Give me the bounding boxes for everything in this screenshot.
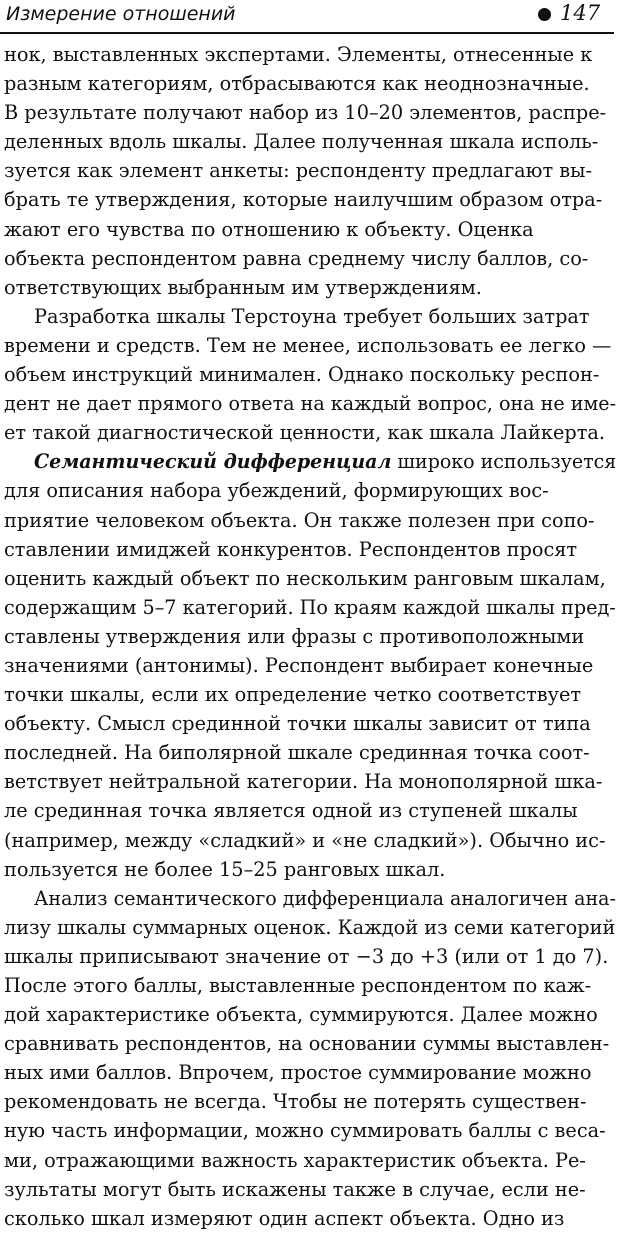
page-number: 147 [560, 1, 601, 25]
text-line: ных ими баллов. Впрочем, простое суммирование можно [4, 1061, 592, 1085]
text-line: рекомендовать не всегда. Чтобы не потерять существен- [4, 1090, 587, 1114]
text-line: ет такой диагностической ценности, как шкала Лайкерта. [4, 421, 605, 445]
body-text [4, 40, 616, 1233]
text-line: оценить каждый объект по нескольким ранговым шкалам, [4, 566, 606, 590]
term-definition-line [4, 447, 616, 476]
paragraph-first-line: Разработка шкалы Терстоуна требует больших затрат [34, 304, 590, 328]
text-line: содержащим 5–7 категорий. По краям каждой шкалы пред- [4, 595, 616, 619]
text-line: разным категориям, отбрасываются как неоднозначные. [4, 72, 590, 96]
text-line: ставлены утверждения или фразы с противоположными [4, 624, 585, 648]
text-line: точки шкалы, если их определение четко соответствует [4, 683, 582, 707]
text-line: ветствует нейтральной категории. На монополярной шка- [4, 770, 603, 794]
text-line: После этого баллы, выставленные респондентом по каж- [4, 974, 592, 997]
text-line: зультаты могут быть искажены также в случае, если не- [4, 1177, 586, 1201]
text-line: объекту. Смысл срединной точки шкалы зависит от типа [4, 712, 591, 736]
text-line: зуется как элемент анкеты: респонденту предлагают вы- [4, 159, 592, 183]
text-line: брать те утверждения, которые наилучшим образом отра- [4, 188, 603, 212]
text-line: дент не дает прямого ответа на каждый вопрос, она не име- [4, 392, 617, 416]
text-line: для описания набора убеждений, формирующих вос- [4, 479, 549, 503]
text-line: жают его чувства по отношению к объекту. Оценка [4, 217, 534, 241]
text-line: пользуется не более 15–25 ранговых шкал. [4, 857, 446, 881]
text-line: деленных вдоль шкалы. Далее полученная шкала исполь- [4, 130, 599, 154]
text-line: (например, между «сладкий» и «не сладкий»). Обычно ис- [4, 828, 606, 852]
text-line: ставлении имиджей конкурентов. Респондентов просят [4, 537, 578, 561]
term-line-rest: широко используется [391, 450, 617, 474]
text-line: сколько шкал измеряют один аспект объекта. Одно из [4, 1206, 565, 1230]
text-line: сравнивать респондентов, на основании суммы выставлен- [4, 1032, 610, 1056]
text-line: В результате получают набор из 10–20 элементов, распре- [4, 101, 607, 125]
text-line: времени и средств. Тем не менее, использовать ее легко — [4, 333, 612, 357]
text-line: приятие человеком объекта. Он также полезен при сопо- [4, 508, 595, 532]
paragraph-first-line: Анализ семантического дифференциала аналогичен ана- [34, 886, 616, 910]
text-line: дой характеристике объекта, суммируются. Далее можно [4, 1003, 598, 1027]
text-line: шкалы приписывают значение от −3 до +3 (или от 1 до 7). [4, 944, 609, 968]
text-line: ную часть информации, можно суммировать баллы с веса- [4, 1119, 606, 1143]
text-line: объем инструкций минимален. Однако поскольку респон- [4, 363, 600, 387]
defined-term: Семантический дифференциал [34, 450, 392, 474]
text-line: ми, отражающими важность характеристик объекта. Ре- [4, 1148, 586, 1172]
bullet-marker-icon [538, 8, 551, 21]
text-line: значениями (антонимы). Респондент выбирает конечные [4, 653, 594, 677]
text-line: ответствующих выбранным им утверждениям. [4, 275, 482, 299]
text-line: объекта респондентом равна среднему числу баллов, со- [4, 246, 589, 270]
text-line: нок, выставленных экспертами. Элементы, отнесенные к [4, 43, 593, 66]
text-line: лизу шкалы суммарных оценок. Каждой из семи категорий [4, 915, 616, 939]
text-line: ле срединная точка является одной из ступеней шкалы [4, 799, 578, 823]
text-line: последней. На биполярной шкале срединная точка соот- [4, 741, 590, 765]
running-header [0, 0, 614, 34]
running-header-title: Измерение отношений [6, 3, 236, 25]
